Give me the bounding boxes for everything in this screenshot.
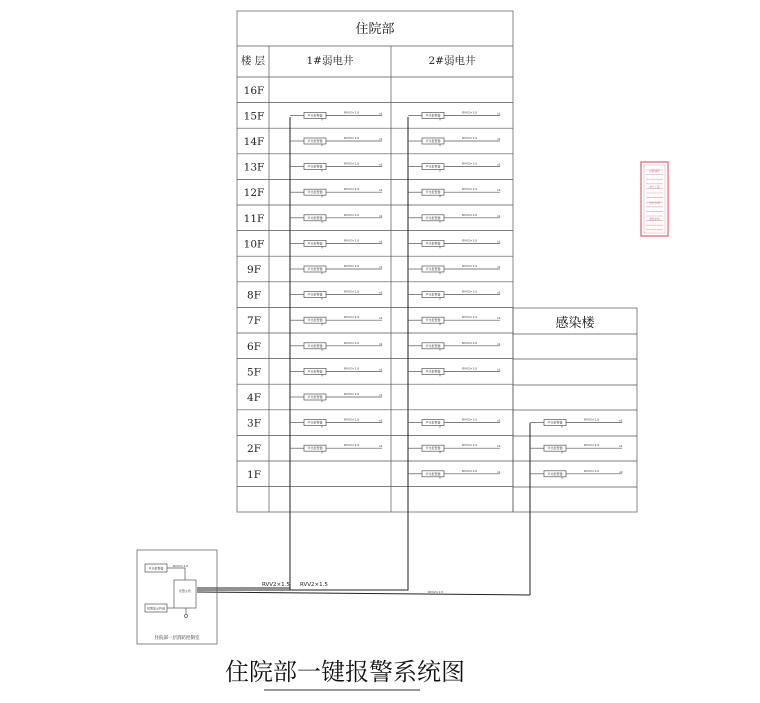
trunk-cables [197, 582, 530, 595]
shaft2-alarm-label-8f: 声光报警器 [425, 292, 441, 297]
annex-qty-2f: x1 [619, 444, 623, 449]
shaft2-cable-label-3f: RVV2×1.0 [462, 417, 478, 422]
shaft1-cable-label-3f: RVV2×1.0 [344, 417, 360, 422]
control-panel-2-label: 报警显示终端 [146, 606, 166, 611]
shaft2-cable-label-12f: RVV2×1.0 [462, 187, 478, 192]
shaft2-alarm-label-9f: 声光报警器 [425, 267, 441, 271]
shaft1-qty-8f: x1 [379, 290, 383, 295]
floor-label-8f: 8F [247, 289, 261, 302]
alarm-host [174, 580, 196, 608]
control-panel-1-label: 声光报警器 [148, 566, 164, 571]
control-room-name: 住院部一层消防控制室 [154, 636, 200, 641]
shaft2-alarm-label-11f: 声光报警器 [425, 215, 441, 220]
stamp-text-3: 图纸审核 [649, 218, 660, 221]
shaft2-alarm-label-6f: 声光报警器 [425, 343, 441, 348]
shaft1-cable-label-6f: RVV2×1.0 [344, 340, 360, 345]
shaft2-qty-14f: x1 [497, 137, 501, 141]
shaft1-alarm-label-4f: 声光报警器 [307, 395, 323, 399]
shaft1-cable-label-13f: RVV2×1.0 [344, 161, 360, 166]
shaft2-cable-label-10f: RVV2×1.0 [462, 238, 478, 243]
floor-label-2f: 2F [247, 443, 261, 456]
shaft2-alarm-label-10f: 声光报警器 [425, 241, 441, 246]
shaft1-cable-label-2f: RVV2×1.0 [344, 443, 360, 448]
shaft1-alarm-label-7f: 声光报警器 [307, 318, 323, 323]
shaft1-qty-2f: x1 [379, 444, 383, 449]
shaft1-alarm-label-9f: 声光报警器 [307, 267, 323, 271]
shaft1-alarm-label-2f: 声光报警器 [307, 446, 323, 451]
annex-alarm-label-1f: 声光报警器 [547, 471, 563, 476]
shaft2-cable-label-7f: RVV2×1.0 [462, 315, 478, 320]
floor-label-1f: 1F [247, 468, 261, 481]
shaft2-cable-label-5f: RVV2×1.0 [462, 366, 478, 371]
shaft1-cable-label-4f: RVV2×1.0 [344, 392, 360, 396]
annex-header: 感染楼 [555, 316, 595, 331]
shaft2-alarm-label-12f: 声光报警器 [425, 190, 441, 195]
floor-label-3f: 3F [247, 417, 261, 430]
annex-qty-3f: x1 [619, 418, 623, 423]
shaft1-cable-label-10f: RVV2×1.0 [344, 238, 360, 243]
stamp-text-0: 注册建筑 [649, 170, 660, 173]
annex-cable-label-1f: RVV2×1.0 [584, 468, 600, 473]
annex-cable-label-2f: RVV2×1.0 [584, 443, 600, 448]
floor-labels [244, 85, 265, 481]
shaft2-qty-6f: x1 [497, 341, 501, 346]
shaft1-cable-label-12f: RVV2×1.0 [344, 187, 360, 192]
floor-label-11f: 11F [243, 212, 265, 225]
approval-stamp [641, 162, 668, 236]
shaft1-qty-6f: x1 [379, 341, 383, 346]
shaft1-alarm-label-14f: 声光报警器 [307, 139, 323, 143]
shaft2-cable-label-15f: RVV2×1.0 [462, 110, 478, 115]
shaft1-cable-label-7f: RVV2×1.0 [344, 315, 360, 320]
shaft1-cable-label-5f: RVV2×1.0 [344, 366, 360, 371]
floor-label-10f: 10F [243, 238, 265, 251]
alarm-host-label: 报警主机 [178, 589, 192, 593]
shaft1-cable-label-9f: RVV2×1.0 [344, 264, 360, 268]
shaft1-alarm-label-15f: 声光报警器 [307, 113, 323, 118]
shaft1-qty-4f: x1 [379, 393, 383, 397]
shaft2-alarm-label-5f: 声光报警器 [425, 369, 441, 374]
shaft2-qty-15f: x1 [497, 111, 501, 116]
shaft1-qty-11f: x1 [379, 213, 383, 218]
annex-table [513, 308, 637, 512]
floor-label-12f: 12F [243, 187, 265, 200]
shaft2-alarm-label-13f: 声光报警器 [425, 164, 441, 169]
shaft2-cable-label-1f: RVV2×1.0 [462, 468, 478, 473]
stamp-text-2: 设计专用 [649, 202, 660, 205]
shaft2-cable-label-13f: RVV2×1.0 [462, 161, 478, 166]
shaft2-cable-label-14f: RVV2×1.0 [462, 136, 478, 140]
shaft1-cable-label-8f: RVV2×1.0 [344, 289, 360, 294]
shaft2-qty-3f: x1 [497, 418, 501, 423]
shaft2-qty-8f: x1 [497, 290, 501, 295]
riser-table [237, 11, 513, 512]
drawing-title: 住院部一键报警系统图 [225, 658, 465, 686]
shaft2-qty-7f: x1 [497, 316, 501, 321]
shaft2-qty-13f: x1 [497, 162, 501, 167]
trunk-cable-label-3: RVV2×1.5 [428, 590, 444, 594]
shaft1-qty-7f: x1 [379, 316, 383, 321]
shaft2-alarm-label-7f: 声光报警器 [425, 318, 441, 323]
shaft2-devices [408, 110, 501, 478]
shaft2-qty-1f: x1 [497, 469, 501, 474]
shaft1-cable-label-11f: RVV2×1.0 [344, 212, 360, 217]
shaft2-alarm-label-15f: 声光报警器 [425, 113, 441, 118]
shaft2-qty-12f: x1 [497, 188, 501, 193]
shaft1-alarm-label-11f: 声光报警器 [307, 215, 323, 220]
shaft1-alarm-label-8f: 声光报警器 [307, 292, 323, 297]
shaft2-header: 2#弱电井 [428, 55, 476, 67]
shaft2-cable-label-2f: RVV2×1.0 [462, 443, 478, 448]
building-title: 住院部 [355, 22, 395, 37]
shaft1-alarm-label-3f: 声光报警器 [307, 420, 323, 425]
floor-label-15f: 15F [243, 110, 265, 123]
shaft1-alarm-label-12f: 声光报警器 [307, 190, 323, 195]
shaft2-alarm-label-14f: 声光报警器 [425, 139, 441, 143]
shaft1-qty-14f: x1 [379, 137, 383, 141]
shaft1-alarm-label-6f: 声光报警器 [307, 343, 323, 348]
floor-label-6f: 6F [247, 340, 261, 353]
annex-alarm-label-3f: 声光报警器 [547, 420, 563, 425]
shaft1-qty-3f: x1 [379, 418, 383, 423]
shaft1-cable-label-14f: RVV2×1.0 [344, 136, 360, 140]
trunk-cable-label-2: RVV2×1.5 [300, 582, 328, 588]
trunk-cable-label-1: RVV2×1.5 [262, 582, 290, 588]
shaft1-qty-9f: x1 [379, 265, 383, 269]
annex-qty-1f: x4 [619, 469, 623, 474]
shaft2-qty-9f: x1 [497, 265, 501, 269]
floor-label-14f: 14F [243, 136, 265, 148]
shaft1-alarm-label-13f: 声光报警器 [307, 164, 323, 169]
shaft1-qty-12f: x1 [379, 188, 383, 193]
floor-label-7f: 7F [247, 315, 261, 328]
shaft1-cable-label-15f: RVV2×1.0 [344, 110, 360, 115]
shaft2-qty-5f: x1 [497, 367, 501, 372]
floor-label-4f: 4F [247, 392, 261, 404]
annex-cable-label-3f: RVV2×1.0 [584, 417, 600, 422]
shaft2-qty-2f: x1 [497, 444, 501, 449]
shaft2-qty-10f: x1 [497, 239, 501, 244]
shaft2-cable-label-8f: RVV2×1.0 [462, 289, 478, 294]
shaft2-cable-label-6f: RVV2×1.0 [462, 340, 478, 345]
annex-alarm-label-2f: 声光报警器 [547, 446, 563, 451]
shaft1-qty-5f: x1 [379, 367, 383, 372]
control-room-cable-label: RVV2×1.0 [173, 564, 189, 568]
floor-label-5f: 5F [247, 366, 261, 379]
shaft2-qty-11f: x1 [497, 213, 501, 218]
ground-icon [185, 615, 188, 618]
shaft1-alarm-label-10f: 声光报警器 [307, 241, 323, 246]
floor-label-9f: 9F [247, 264, 261, 276]
annex-devices [530, 418, 623, 479]
shaft1-alarm-label-5f: 声光报警器 [307, 369, 323, 374]
shaft2-alarm-label-1f: 声光报警器 [425, 471, 441, 476]
floor-label-13f: 13F [243, 161, 265, 174]
shaft1-qty-10f: x1 [379, 239, 383, 244]
shaft2-cable-label-9f: RVV2×1.0 [462, 264, 478, 268]
floor-label-16f: 16F [243, 84, 265, 97]
shaft1-qty-15f: x1 [379, 111, 383, 116]
shaft2-alarm-label-3f: 声光报警器 [425, 420, 441, 425]
shaft1-qty-13f: x1 [379, 162, 383, 167]
control-room [137, 550, 217, 644]
shaft2-cable-label-11f: RVV2×1.0 [462, 212, 478, 217]
shaft1-header: 1#弱电井 [306, 55, 354, 67]
shaft2-alarm-label-2f: 声光报警器 [425, 446, 441, 451]
floor-column-header: 楼 层 [240, 55, 266, 67]
stamp-text-1: 电气工程 [649, 186, 660, 189]
